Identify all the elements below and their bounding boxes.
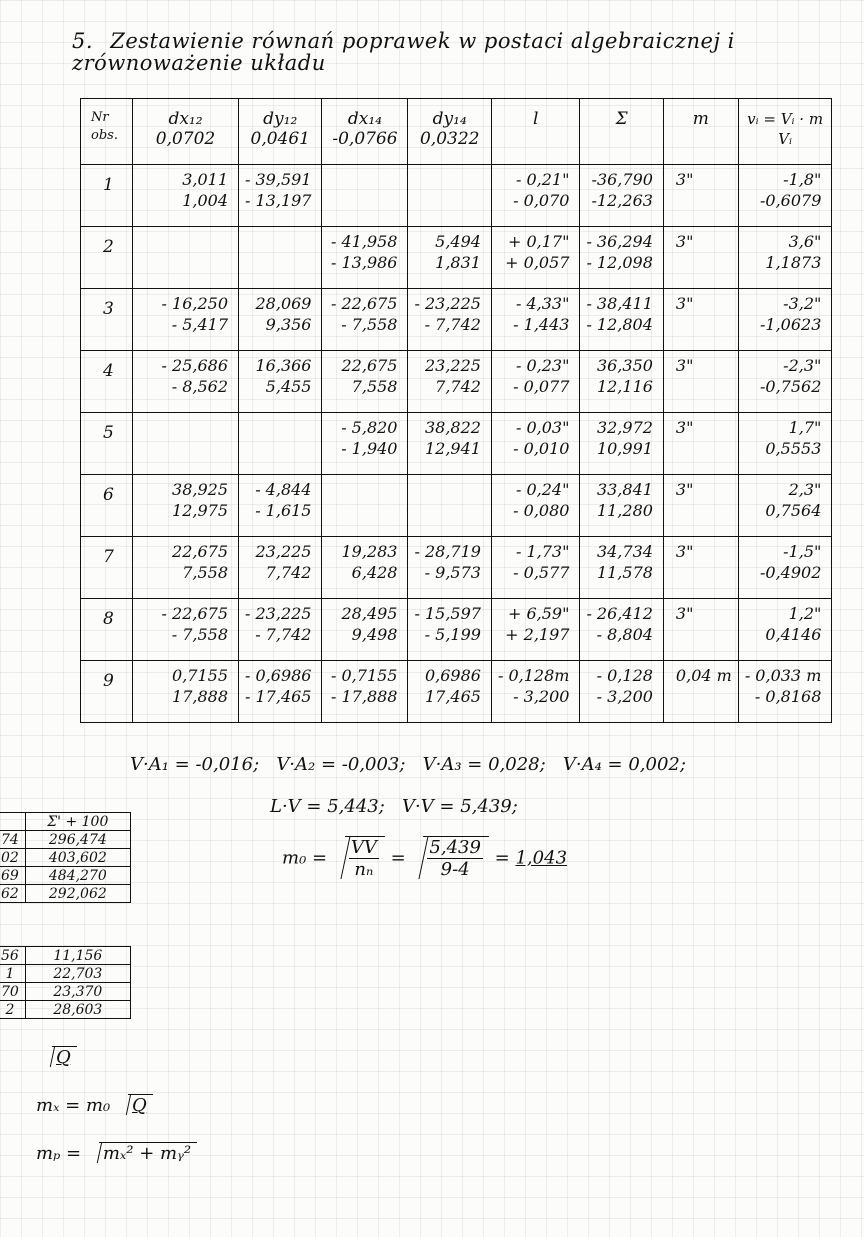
cell-sum [580,661,663,723]
cell-v [738,289,832,351]
cell-v [738,413,832,475]
side-cut-header [0,813,25,831]
cell-value: - 9,573 [424,563,481,582]
cell-l [491,351,579,413]
cell-value: - 0,7155 [331,666,398,685]
sqrt-mp [99,1142,197,1164]
cell-sum [580,289,663,351]
mx-formula [36,1094,153,1116]
cell-value: 2,3" [788,480,822,499]
cell-value: 12,941 [424,439,481,458]
obs-number-cell [81,289,133,351]
obs-number-cell [81,599,133,661]
obs-number: 4 [103,361,114,381]
check-va1: V·A₁ = -0,016; [130,754,260,775]
cell-value: 12,975 [172,501,228,520]
cell-value: 9,498 [351,625,398,644]
cell-value: - 12,098 [586,253,653,272]
cell-dx14 [322,165,408,227]
cell-value: - 13,986 [331,253,398,272]
cell-value: - 5,199 [424,625,481,644]
check-lv: L·V = 5,443; [270,796,385,817]
cell-sum [580,165,663,227]
cell-value: 0,6986 [424,666,481,685]
cell-value: + 0,057 [505,253,570,272]
cell-value: - 4,33" [515,294,570,313]
cell-value: 11,280 [596,501,653,520]
cell-v [738,537,832,599]
check-vv: V·V = 5,439; [401,796,518,817]
table-row [0,965,130,983]
cell-value: - 3,200 [596,687,653,706]
cell-value: 3" [675,294,694,313]
cell-dy12 [239,661,322,723]
cell-value: - 1,73" [515,542,570,561]
cell-value: 0,7564 [765,501,822,520]
cell-value: - 7,558 [171,625,228,644]
cell-value: - 0,6986 [245,666,312,685]
cell-value: 1,004 [182,191,228,210]
correction-equations-table [80,98,832,723]
cell-dy14 [408,227,491,289]
cell-value: 9,356 [265,315,312,334]
table-row [0,983,130,1001]
obs-number-cell [81,537,133,599]
table-row [81,351,832,413]
cell-value: 3" [675,604,694,623]
page-heading [72,30,852,74]
cell-value: - 1,615 [255,501,312,520]
m0-eq: = [390,847,406,869]
side-cut: 56 [0,947,25,965]
cell-value: 1,2" [788,604,822,623]
cell-value: 16,366 [255,356,312,375]
cell-value: - 39,591 [245,170,312,189]
cell-value: - 8,562 [171,377,228,396]
m0-num1: VV [350,837,377,858]
cell-dy14 [408,351,491,413]
side-value: 11,156 [25,947,130,965]
cell-dx12 [133,289,239,351]
cell-value: 23,225 [255,542,312,561]
cell-dx14 [322,289,408,351]
cell-value: 17,888 [172,687,228,706]
obs-number-cell [81,165,133,227]
obs-number: 3 [103,299,114,319]
cell-value: 0,7155 [172,666,228,685]
cell-l [491,227,579,289]
m0-den1: nₙ [354,859,374,880]
cell-dy14 [408,599,491,661]
cell-value: - 8,804 [596,625,653,644]
cell-dx14 [322,599,408,661]
cell-dy12 [239,413,322,475]
side-value: 22,703 [25,965,130,983]
table-row [81,289,832,351]
cell-m [663,537,738,599]
cell-dy12 [239,227,322,289]
cell-value: 7,558 [351,377,398,396]
cell-value: 28,069 [255,294,312,313]
side-cut: 1 [0,965,25,983]
cell-l [491,475,579,537]
cell-value: - 0,8168 [754,687,822,706]
cell-m [663,165,738,227]
obs-number-cell [81,475,133,537]
cell-value: 17,465 [424,687,481,706]
check-va4: V·A₄ = 0,002; [562,754,686,775]
cell-value: - 0,21" [515,170,570,189]
cell-m [663,351,738,413]
cell-value: - 23,225 [245,604,312,623]
cell-dy14 [408,165,491,227]
cell-value: 38,925 [172,480,228,499]
obs-number: 8 [103,609,114,629]
side-value: 23,370 [25,983,130,1001]
table-row [0,1001,130,1019]
cell-value: 28,495 [341,604,398,623]
cell-value: - 22,675 [331,294,398,313]
cell-value: - 38,411 [586,294,653,313]
m0-lhs: m₀ = [282,847,328,869]
cell-value: 1,831 [435,253,481,272]
cell-value: - 0,128m [497,666,570,685]
header-cell: dy₁₂ 0,0461 [239,99,322,165]
cell-dy12 [239,537,322,599]
cell-value: - 1,940 [341,439,398,458]
side-value: 296,474 [25,831,130,849]
cell-value: 3" [675,480,694,499]
cell-value: 7,742 [265,563,312,582]
cell-value: - 7,742 [255,625,312,644]
cell-dy14 [408,475,491,537]
cell-value: - 0,03" [515,418,570,437]
cell-value: 38,822 [424,418,481,437]
table-row [81,537,832,599]
header-cell: l [491,99,579,165]
cell-dx14 [322,351,408,413]
cell-value: -1,8" [783,170,822,189]
cell-l [491,289,579,351]
cell-value: - 3,200 [513,687,570,706]
lv-vv-line [270,796,518,817]
cell-value: -1,0623 [759,315,822,334]
cell-v [738,599,832,661]
cell-value: 19,283 [341,542,398,561]
cell-value: - 0,010 [513,439,570,458]
cell-value: -0,4902 [759,563,822,582]
cell-m [663,413,738,475]
cell-l [491,413,579,475]
cell-v [738,661,832,723]
cell-dx12 [133,661,239,723]
obs-number: 2 [103,237,114,257]
cell-value: 0,5553 [765,439,822,458]
cell-value: - 5,417 [171,315,228,334]
cell-dx12 [133,351,239,413]
cell-value: 33,841 [596,480,653,499]
side-cut: 2 [0,1001,25,1019]
header-cell: Σ [580,99,663,165]
cell-dy12 [239,475,322,537]
cell-value: - 28,719 [414,542,481,561]
side-cut: 74 [0,831,25,849]
table-row [0,885,130,903]
obs-number-cell [81,413,133,475]
cell-value: 3" [675,542,694,561]
mp-formula [36,1142,197,1164]
cell-value: 12,116 [596,377,653,396]
cell-value: + 0,17" [507,232,570,251]
cell-value: - 0,070 [513,191,570,210]
cell-m [663,289,738,351]
sqrt-q [52,1046,77,1068]
header-cell: dx₁₄ -0,0766 [322,99,408,165]
cell-value: - 13,197 [245,191,312,210]
cell-dx12 [133,475,239,537]
cell-value: - 22,675 [161,604,228,623]
m0-num2: 5,439 [429,837,481,858]
cell-value: 10,991 [596,439,653,458]
table-row [81,599,832,661]
cell-dy12 [239,351,322,413]
cell-value: 11,578 [596,563,653,582]
obs-number: 1 [103,175,114,195]
table-row [81,165,832,227]
cell-l [491,661,579,723]
cell-value: - 7,742 [424,315,481,334]
cell-m [663,599,738,661]
cell-value: -0,6079 [759,191,822,210]
side-cut: 62 [0,885,25,903]
obs-number-cell [81,351,133,413]
side-value: 28,603 [25,1001,130,1019]
cell-dx12 [133,537,239,599]
cell-value: - 1,443 [513,315,570,334]
side-cut: 70 [0,983,25,1001]
mp-lhs: mₚ = [36,1143,82,1164]
cell-sum [580,475,663,537]
m0-den2: 9-4 [440,859,470,880]
obs-number: 9 [103,671,114,691]
cell-dx14 [322,413,408,475]
cell-value: 1,1873 [765,253,822,272]
obs-number-cell [81,661,133,723]
cell-dy14 [408,661,491,723]
cell-value: 22,675 [341,356,398,375]
cell-value: - 23,225 [414,294,481,313]
cell-value: - 41,958 [331,232,398,251]
cell-sum [580,537,663,599]
table-row [0,947,130,965]
check-va3: V·A₃ = 0,028; [422,754,546,775]
cell-sum [580,227,663,289]
side-table-second [0,946,131,1019]
va-checks-line [130,754,686,775]
table-row [81,661,832,723]
cell-value: + 6,59" [507,604,570,623]
header-cell: dy₁₄ 0,0322 [408,99,491,165]
cell-value: + 2,197 [505,625,570,644]
cell-value: 36,350 [596,356,653,375]
section-number: 5. [72,29,94,53]
cell-value: - 0,077 [513,377,570,396]
cell-value: 22,675 [172,542,228,561]
cell-value: 34,734 [596,542,653,561]
cell-value: 3,6" [788,232,822,251]
side-value: 484,270 [25,867,130,885]
mx-lhs: mₓ = m₀ [36,1095,111,1116]
cell-l [491,599,579,661]
cell-sum [580,351,663,413]
header-cell: vᵢ = Vᵢ · m Vᵢ [738,99,832,165]
cell-value: 0,04 m [675,666,732,685]
cell-dx14 [322,537,408,599]
side-table-header [0,813,130,831]
table-row [81,413,832,475]
cell-value: 3,011 [182,170,228,189]
cell-value: - 26,412 [586,604,653,623]
cell-value: -36,790 [591,170,653,189]
cell-value: -1,5" [783,542,822,561]
side-header: Σ' + 100 [25,813,130,831]
cell-value: - 0,128 [596,666,653,685]
side-cut: 02 [0,849,25,867]
check-va2: V·A₂ = -0,003; [276,754,406,775]
cell-value: - 0,080 [513,501,570,520]
cell-value: - 0,033 m [744,666,822,685]
cell-dx12 [133,165,239,227]
cell-value: - 25,686 [161,356,228,375]
side-value: 403,602 [25,849,130,867]
header-cell: dx₁₂ 0,0702 [133,99,239,165]
cell-value: -2,3" [783,356,822,375]
cell-value: - 4,844 [255,480,312,499]
cell-m [663,661,738,723]
cell-value: 5,455 [265,377,312,396]
obs-number: 7 [103,547,114,567]
cell-value: - 5,820 [341,418,398,437]
table-row [0,849,130,867]
cell-v [738,165,832,227]
cell-value: - 0,23" [515,356,570,375]
cell-value: - 16,250 [161,294,228,313]
cell-value: 5,494 [435,232,481,251]
cell-value: - 17,465 [245,687,312,706]
cell-dy12 [239,289,322,351]
cell-value: 0,4146 [765,625,822,644]
cell-value: 7,558 [182,563,228,582]
cell-dy12 [239,165,322,227]
cell-dy14 [408,413,491,475]
m0-formula [282,836,567,880]
sqrt-q-formula [40,1046,77,1068]
obs-number: 6 [103,485,114,505]
cell-dx12 [133,227,239,289]
cell-v [738,475,832,537]
side-table-sigma [0,812,131,903]
cell-m [663,475,738,537]
table-row [0,867,130,885]
sqrt-vv-over-n [345,836,385,880]
cell-value: - 7,558 [341,315,398,334]
cell-value: - 17,888 [331,687,398,706]
header-cell: m [663,99,738,165]
cell-value: 3" [675,418,694,437]
cell-sum [580,413,663,475]
cell-value: 23,225 [424,356,481,375]
table-row [0,831,130,849]
side-cut: 69 [0,867,25,885]
table-row [81,227,832,289]
q-symbol: Q [56,1047,71,1068]
cell-v [738,227,832,289]
header-cell: Nr obs. [81,99,133,165]
sqrt-q-mx [128,1094,153,1116]
side-value: 292,062 [25,885,130,903]
cell-dx14 [322,475,408,537]
cell-value: -3,2" [783,294,822,313]
cell-value: 32,972 [596,418,653,437]
sqrt-numeric [423,836,489,880]
cell-l [491,165,579,227]
cell-v [738,351,832,413]
cell-value: - 0,24" [515,480,570,499]
mx-root: Q [132,1095,147,1116]
cell-value: - 15,597 [414,604,481,623]
cell-value: -12,263 [591,191,653,210]
cell-dx14 [322,227,408,289]
cell-dy12 [239,599,322,661]
cell-dy14 [408,289,491,351]
cell-value: 3" [675,232,694,251]
cell-value: - 12,804 [586,315,653,334]
cell-value: 1,7" [788,418,822,437]
cell-dx12 [133,413,239,475]
cell-value: 3" [675,170,694,189]
cell-value: -0,7562 [759,377,822,396]
cell-value: - 36,294 [586,232,653,251]
cell-value: 6,428 [351,563,398,582]
cell-l [491,537,579,599]
cell-dx14 [322,661,408,723]
table-header-row [81,99,832,165]
cell-value: - 0,577 [513,563,570,582]
cell-value: 7,742 [435,377,481,396]
cell-dx12 [133,599,239,661]
cell-value: 3" [675,356,694,375]
m0-eq2: = [494,847,510,869]
m0-result: 1,043 [515,847,568,869]
section-title: Zestawienie równań poprawek w postaci algebraicznej i zrównoważenie układu [72,29,735,75]
table-row [81,475,832,537]
cell-dy14 [408,537,491,599]
cell-sum [580,599,663,661]
obs-number: 5 [103,423,114,443]
obs-number-cell [81,227,133,289]
mp-root: mₓ² + mᵧ² [102,1143,192,1164]
cell-m [663,227,738,289]
